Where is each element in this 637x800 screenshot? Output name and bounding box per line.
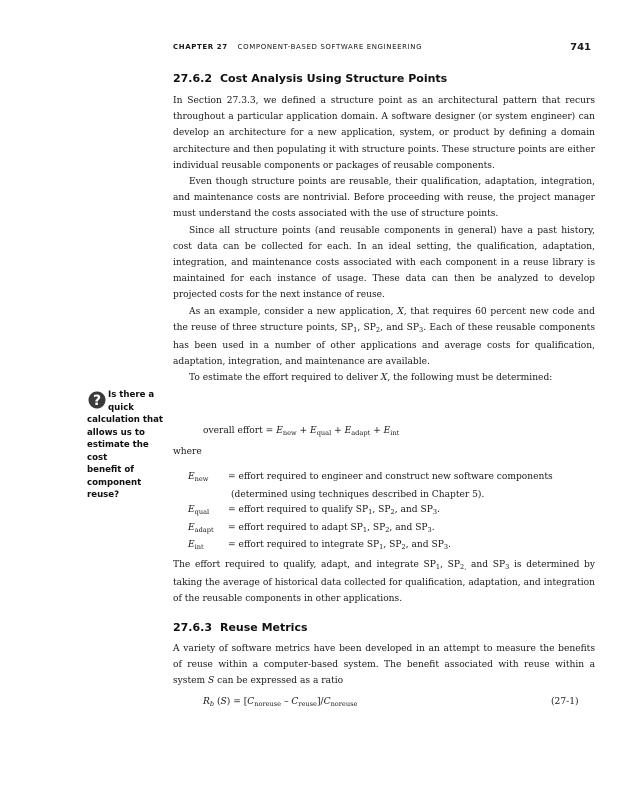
where-label: where: [173, 447, 202, 457]
equation-number: (27-1): [551, 697, 579, 707]
chapter-label: CHAPTER 27: [173, 43, 228, 51]
effort-definitions: [188, 470, 553, 556]
section-body-cost-analysis: [173, 93, 595, 387]
reuse-ratio-equation: $R_b$ $(S) = [C_{noreuse} - C_{reuse}]/C_{noreuse}$: [203, 697, 358, 708]
margin-note-line: calculation that: [87, 415, 163, 425]
running-header: [173, 42, 595, 56]
definition-row: $E_{new}$ = effort required to engineer and construct new software components: [188, 472, 553, 483]
section-number: 27.6.2: [173, 72, 212, 85]
paragraph: Even though structure points are reusable, their qualification, adaptation, integration, and maintenance costs are nontrivial. Before proceeding with reuse, the project manager must understand the costs associated with the use of structure points.: [173, 177, 595, 220]
svg-text:?: ?: [92, 393, 102, 409]
overall-effort-equation: overall effort = $E_{new} + E_{qual} + E_{adapt} + E_{int}$: [203, 426, 400, 437]
section-number: 27.6.3: [173, 621, 212, 634]
definition-row: $E_{adapt}$ = effort required to adapt $SP_1$, $SP_2$, and $SP_3$.: [188, 522, 435, 534]
summary-paragraph: [173, 557, 595, 608]
section-title: Reuse Metrics: [219, 621, 308, 634]
chapter-title: COMPONENT-BASED SOFTWARE ENGINEERING: [237, 43, 423, 51]
paragraph: A variety of software metrics have been developed in an attempt to measure the benefits of reuse within a computer-based system. The benefit associated with reuse within a system S can be expressed as a ratio: [173, 644, 595, 687]
section-body-reuse-metrics: [173, 641, 595, 690]
margin-note: [87, 389, 169, 502]
margin-note-line: benefit of: [87, 465, 135, 475]
paragraph: As an example, consider a new application, X, that requires 60 percent new code and the reuse of three structure points, $SP_1$, $SP_2$, and $SP_3$. Each of these reusable components has been used in a number of other applications and average costs for qualification, adaptation, integration, and maintenance are available.: [173, 306, 596, 368]
margin-note-line: Is there a: [108, 390, 155, 400]
margin-note-line: allows us to: [87, 427, 145, 438]
margin-note-line: component reuse?: [87, 477, 142, 500]
paragraph: Since all structure points (and reusable components in general) have a past history, cost data can be collected for each. In an ideal setting, the qualification, adaptation, integration, and maintenance costs associated with each component in a reuse library is maintained for each instance of usage. These data can then be analyzed to develop projected costs for the next instance of reuse.: [173, 225, 595, 301]
paragraph: In Section 27.3.3, we defined a structure point as an architectural pattern that recurs throughout a particular application domain. A software designer (or system engineer) can develop an architecture for a new application, system, or product by defining a domain architecture and then populating it with structure points. These structure points are either individual reusable components or packages of reusable components.: [173, 96, 595, 171]
chapter-heading: [173, 43, 422, 51]
definition-row: $E_{qual}$ = effort required to qualify $SP_1$, $SP_2$, and $SP_3$.: [188, 505, 440, 516]
margin-note-line: estimate the cost: [87, 440, 149, 463]
section-heading-reuse-metrics: [173, 621, 308, 634]
paragraph: To estimate the effort required to deliver X, the following must be determined:: [189, 373, 553, 384]
paragraph: The effort required to qualify, adapt, and integrate $SP_1$, $SP_{2,}$ and $SP_3$ is determined by taking the average of historical data collected for qualification, adaptation, and integration of the reusable components in other applications.: [173, 560, 596, 605]
definition-continuation: (determined using techniques described in Chapter 5).: [231, 489, 485, 500]
section-title: Cost Analysis Using Structure Points: [219, 72, 448, 85]
page-number: 741: [570, 42, 591, 53]
margin-note-line: quick: [108, 402, 135, 413]
definition-row: $E_{int}$ = effort required to integrate $SP_1$, $SP_2$, and $SP_3$.: [188, 540, 451, 551]
section-heading-cost-analysis: [173, 72, 447, 85]
